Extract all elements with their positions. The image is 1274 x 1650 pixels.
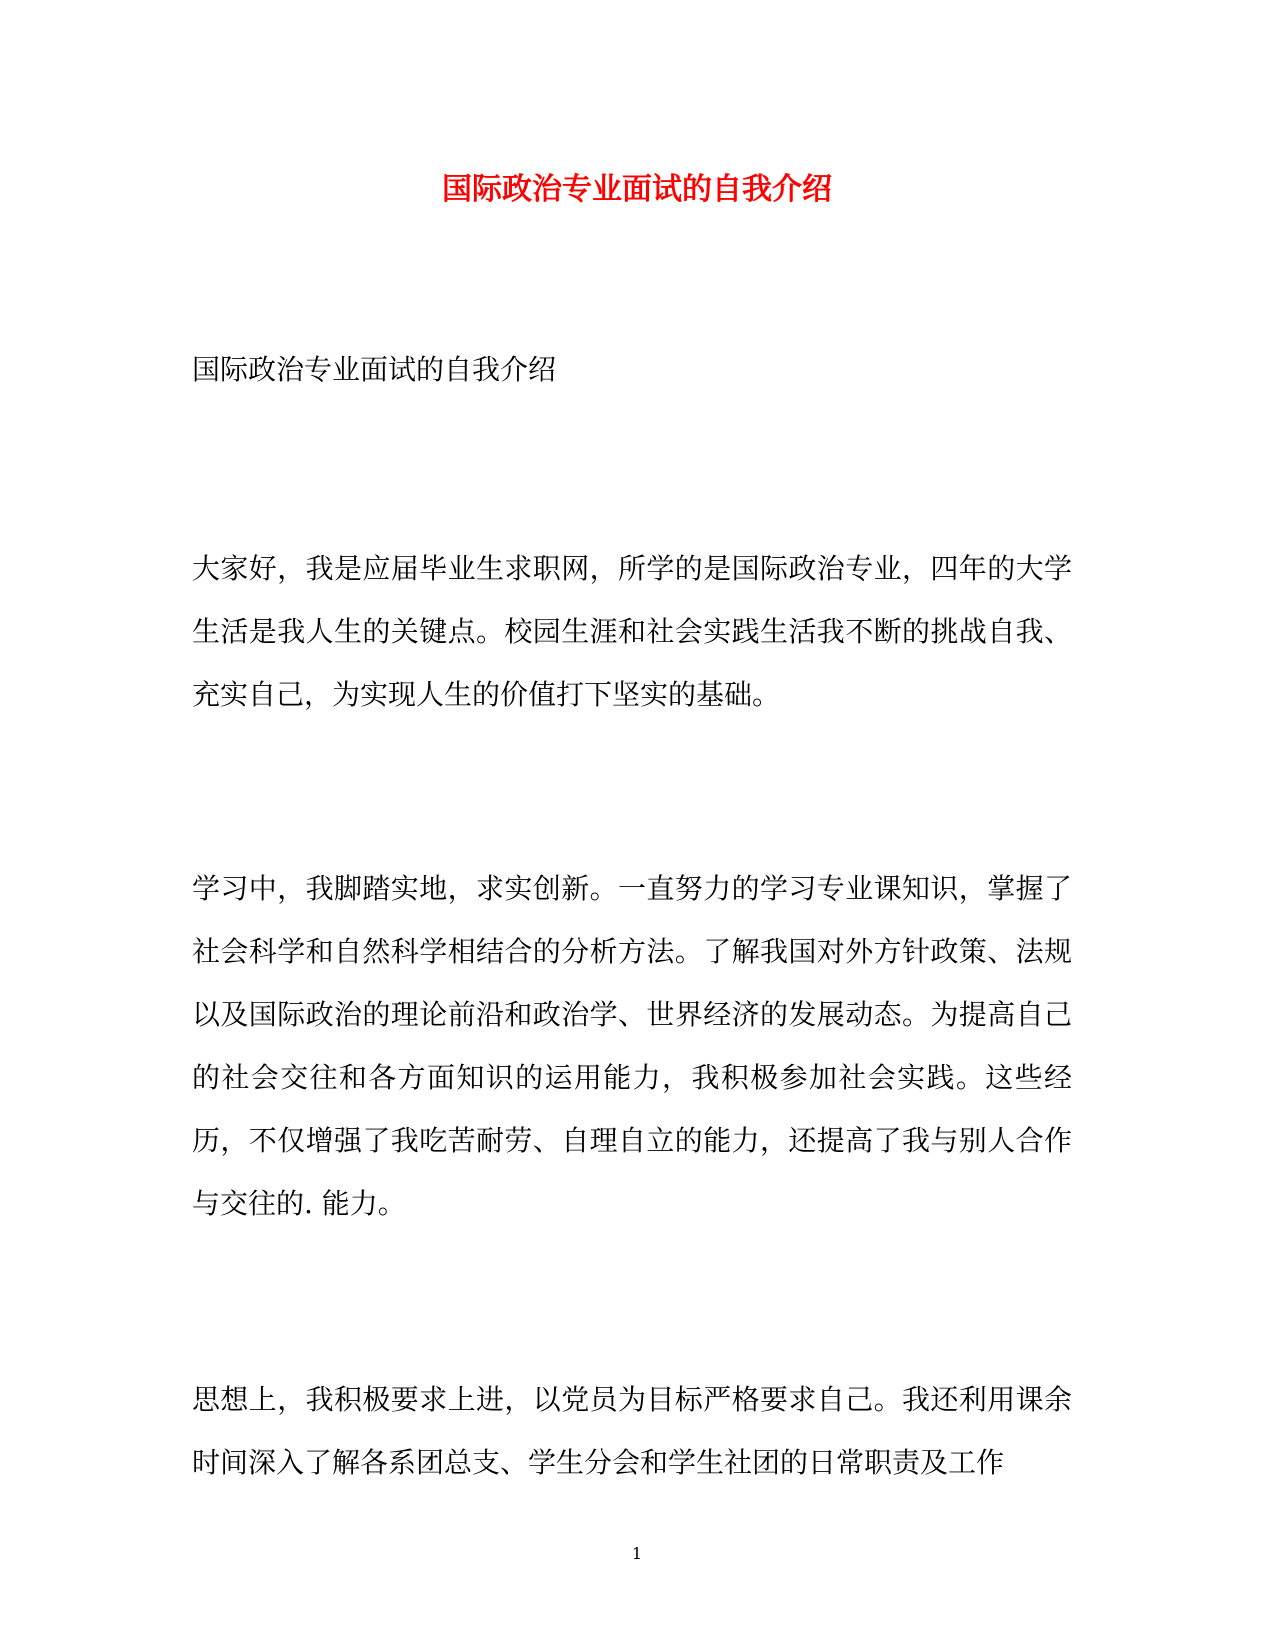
paragraph-study: 学习中，我脚踏实地，求实创新。一直努力的学习专业课知识，掌握了社会科学和自然科学相结合的分析方法。了解我国对外方针政策、法规以及国际政治的理论前沿和政治学、世界经济的发展动态。为提高自己的社会交往和各方面知识的运用能力，我积极参加社会实践。这些经历，不仅增强了我吃苦耐劳、自理自立的能力，还提高了我与别人合作与交往的. 能力。 bbox=[192, 872, 1072, 1220]
paragraph-thought: 思想上，我积极要求上进，以党员为目标严格要求自己。我还利用课余时间深入了解各系团总支、学生分会和学生社团的日常职责及工作 bbox=[192, 1383, 1072, 1479]
document-subtitle: 国际政治专业面试的自我介绍 bbox=[192, 353, 557, 386]
page-number: 1 bbox=[631, 1544, 643, 1563]
document-title: 国际政治专业面试的自我介绍 bbox=[442, 172, 832, 207]
paragraph-intro: 大家好，我是应届毕业生求职网，所学的是国际政治专业，四年的大学生活是我人生的关键点。校园生涯和社会实践生活我不断的挑战自我、充实自己，为实现人生的价值打下坚实的基础。 bbox=[192, 552, 1072, 711]
